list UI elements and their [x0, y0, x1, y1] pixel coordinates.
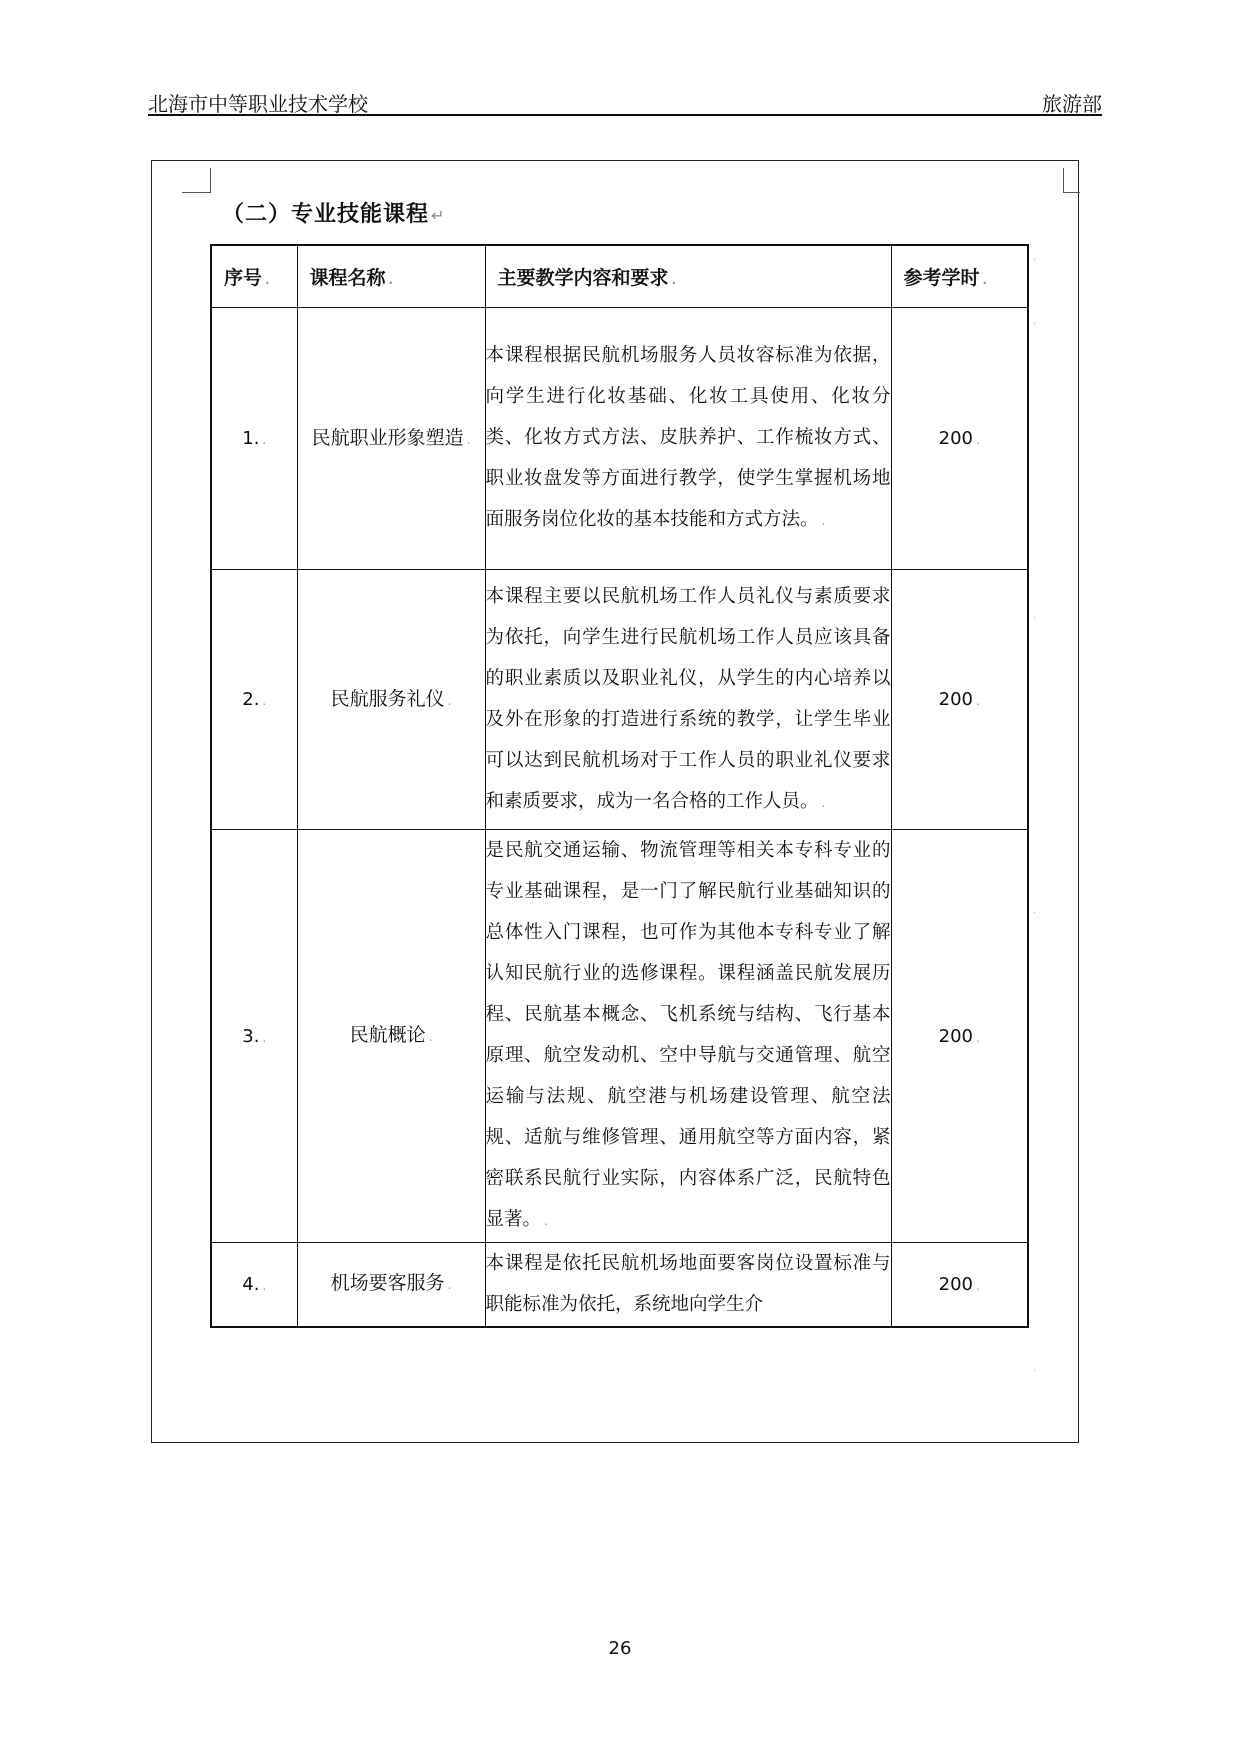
row-course-hours: 200 . [891, 570, 1028, 830]
section-title-text: （二）专业技能课程 [222, 202, 430, 227]
row-end-mark: . [1033, 1363, 1037, 1374]
row-course-content: 本课程根据民航机场服务人员妆容标准为依据， 向学生进行化妆基础、化妆工具使用、化妆分类、化妆方式方法、皮肤养护、工作梳妆方式、职业妆盘发等方面进行教学，使学生掌握机场地面服务岗位化妆的基本技能和方式方法。 . [485, 308, 891, 570]
courses-table [210, 244, 1029, 1328]
row-end-mark: . [1033, 610, 1037, 621]
crop-mark-top-right [1063, 168, 1080, 193]
section-title [222, 197, 445, 228]
header-rule [148, 114, 1102, 116]
row-number: 3. . [211, 830, 297, 1243]
row-course-content: 本课程主要以民航机场工作人员礼仪与素质要求为依托，向学生进行民航机场工作人员应该具备的职业素质以及职业礼仪，从学生的内心培养以及外在形象的打造进行系统的教学，让学生毕业可以达到民航机场对于工作人员的职业礼仪要求和素质要求，成为一名合格的工作人员。 . [485, 570, 891, 830]
header-department: 旅游部 [1042, 92, 1102, 116]
column-header-hours: 参考学时 . [891, 245, 1028, 308]
row-course-hours: 200 . [891, 308, 1028, 570]
paragraph-mark-icon: ↵ [431, 206, 446, 225]
table-row [211, 570, 1028, 830]
crop-mark-top-left [182, 168, 211, 193]
row-course-content: 是民航交通运输、物流管理等相关本专科专业的专业基础课程，是一门了解民航行业基础知识的总体性入门课程，也可作为其他本专科专业了解认知民航行业的选修课程。课程涵盖民航发展历程、民航基本概念、飞机系统与结构、飞行基本原理、航空发动机、空中导航与交通管理、航空运输与法规、航空港与机场建设管理、航空法规、适航与维修管理、通用航空等方面内容，紧密联系民航行业实际，内容体系广泛，民航特色显著。 . [485, 830, 891, 1243]
row-number: 4. . [211, 1243, 297, 1327]
row-course-name: 民航职业形象塑造 . [297, 308, 485, 570]
table-row [211, 830, 1028, 1243]
table-header-row [211, 245, 1028, 308]
row-number: 2. . [211, 570, 297, 830]
row-end-mark: . [1033, 316, 1037, 327]
column-header-name: 课程名称 . [297, 245, 485, 308]
row-course-name: 民航服务礼仪 . [297, 570, 485, 830]
page-number: 26 [608, 1638, 632, 1659]
column-header-content: 主要教学内容和要求 . [485, 245, 891, 308]
row-number: 1. . [211, 308, 297, 570]
header-school: 北海市中等职业技术学校 [148, 92, 368, 116]
row-course-name: 机场要客服务 . [297, 1243, 485, 1327]
row-course-name: 民航概论 . [297, 830, 485, 1243]
table-row [211, 1243, 1028, 1327]
row-course-content: 本课程是依托民航机场地面要客岗位设置标准与职能标准为依托，系统地向学生介 [485, 1243, 891, 1327]
row-course-hours: 200 . [891, 1243, 1028, 1327]
row-end-mark: . [1033, 905, 1037, 916]
column-header-number: 序号 . [211, 245, 297, 308]
table-row [211, 308, 1028, 570]
row-end-mark: . [1033, 252, 1037, 263]
row-course-hours: 200 . [891, 830, 1028, 1243]
